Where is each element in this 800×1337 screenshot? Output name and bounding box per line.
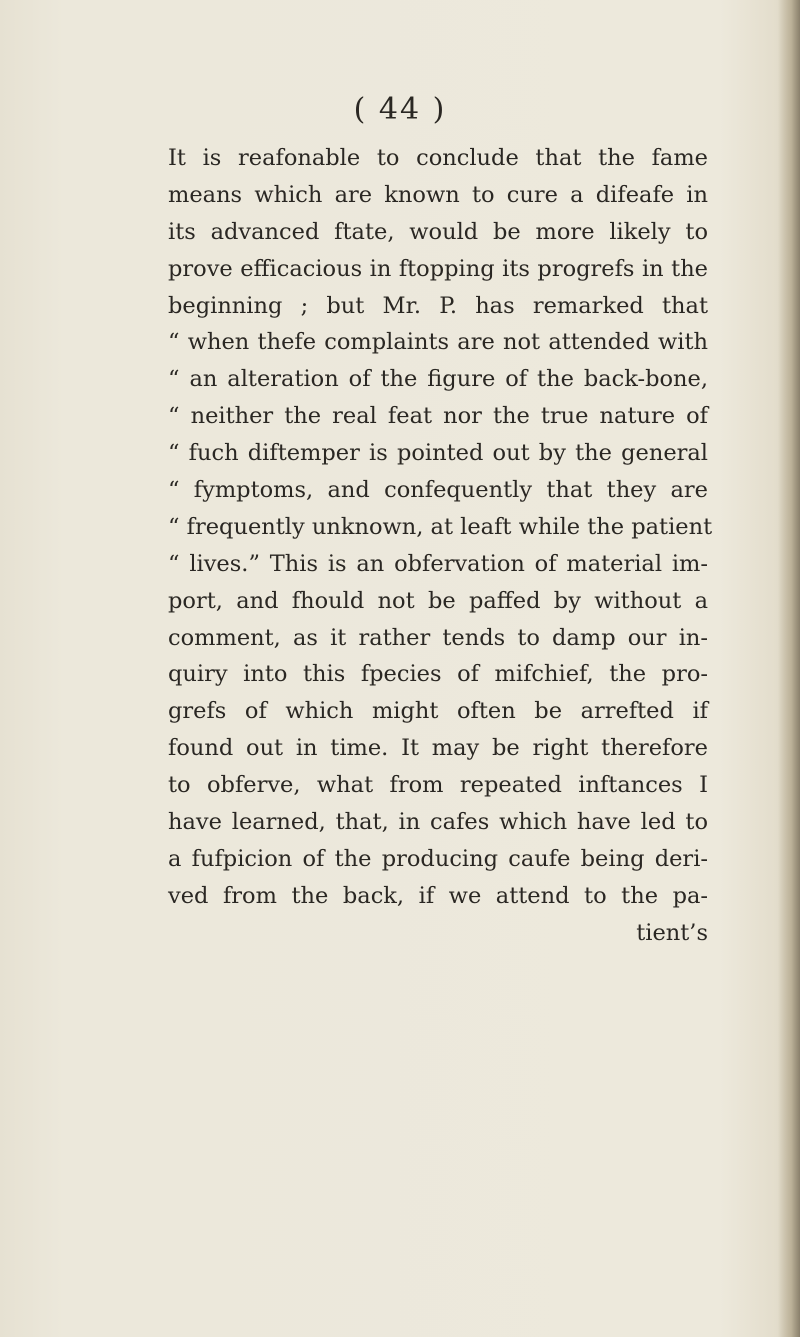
text-line: have learned, that, in cafes which have led to <box>168 809 708 836</box>
text-line: a fufpicion of the producing caufe being deri- <box>168 845 708 872</box>
text-line: “ frequently unknown, at leaft while the patient <box>168 513 713 540</box>
text-line: “ fymptoms, and confequently that they are <box>168 477 708 504</box>
text-line: its advanced ftate, would be more likely to <box>168 218 708 245</box>
text-line: It is reafonable to conclude that the fame <box>168 145 708 171</box>
text-line: “ lives.” This is an obfervation of material im- <box>168 550 708 577</box>
text-line: “ neither the real feat nor the true nature of <box>168 403 708 430</box>
text-line: prove efficacious in ftopping its progrefs in the <box>168 255 708 282</box>
catchword: tient’s <box>636 919 708 946</box>
text-line: beginning ; but Mr. P. has remarked that <box>168 292 708 319</box>
text-line: means which are known to cure a difeafe in <box>168 181 708 208</box>
text-line: found out in time. It may be right therefore <box>168 735 708 762</box>
text-line: comment, as it rather tends to damp our in- <box>168 624 708 651</box>
text-line: port, and fhould not be paffed by without a <box>168 587 708 614</box>
text-line: grefs of which might often be arrefted if <box>168 698 708 725</box>
text-line: “ fuch diftemper is pointed out by the general <box>168 440 708 467</box>
text-line: “ when thefe complaints are not attended with <box>168 329 708 356</box>
text-line: to obferve, what from repeated inftances I <box>168 772 708 799</box>
body-text <box>168 140 713 952</box>
page-edge-shadow <box>778 0 800 1337</box>
page-number: ( 44 ) <box>353 92 447 127</box>
text-line: quiry into this fpecies of mifchief, the pro- <box>168 661 708 688</box>
text-line: ved from the back, if we attend to the pa- <box>168 882 708 909</box>
text-line: “ an alteration of the figure of the back-bone, <box>168 366 708 393</box>
